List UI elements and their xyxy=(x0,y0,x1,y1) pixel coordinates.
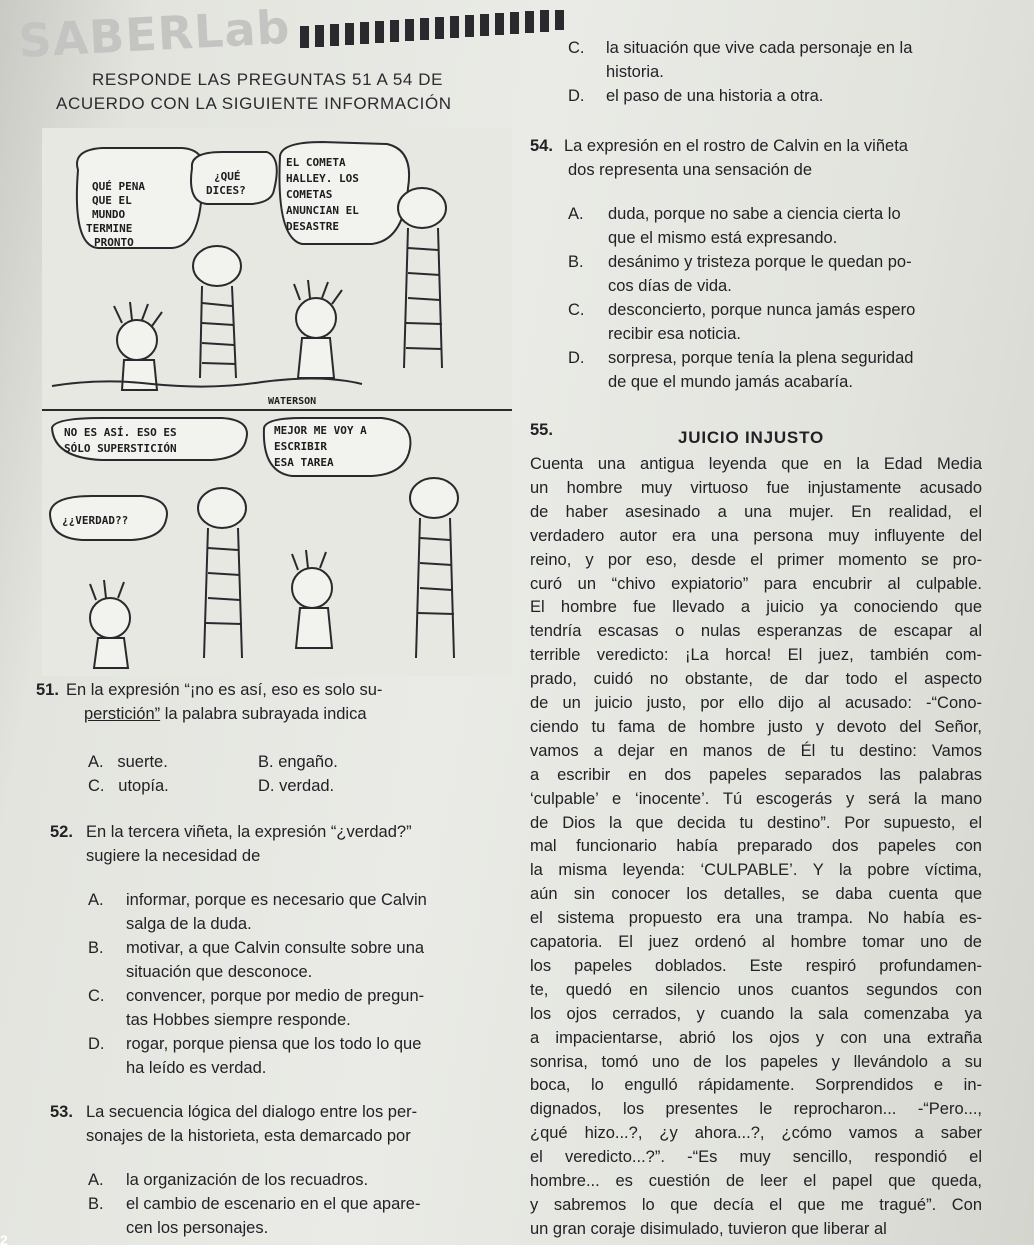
story-line: y sabremos lo que decía el que me tragué”. Con xyxy=(530,1195,982,1214)
q52-option-a-letter[interactable]: A. xyxy=(88,891,104,909)
q54-option-c-line-1[interactable]: desconcierto, porque nunca jamás espero xyxy=(608,301,916,319)
q52-option-b-letter[interactable]: B. xyxy=(88,939,104,957)
q54-stem-line-1: La expresión en el rostro de Calvin en la viñeta xyxy=(564,137,908,155)
story-line: de haber asesinado a una mujer. En realidad, el xyxy=(530,502,982,521)
q52-number: 52. xyxy=(50,823,73,841)
q52-option-c-line-1[interactable]: convencer, porque por medio de pregun- xyxy=(126,987,425,1005)
q51-underlined-word: perstición” xyxy=(84,705,161,723)
comic-strip xyxy=(42,128,512,676)
q54-number: 54. xyxy=(530,137,553,155)
q52-stem-line-2: sugiere la necesidad de xyxy=(86,847,261,865)
q51-option-b[interactable]: B. engaño. xyxy=(258,753,338,771)
comic-text: DICES? xyxy=(206,184,246,197)
q52-option-a-line-2[interactable]: salga de la duda. xyxy=(126,915,252,933)
q52-stem-line-1: En la tercera viñeta, la expresión “¿verdad?” xyxy=(86,823,412,841)
story-line: de un juicio justo, por ello dijo al acusado: -“Cono- xyxy=(530,694,982,712)
q52-option-b-line-2[interactable]: situación que desconoce. xyxy=(126,963,313,981)
q53-option-a-line-1[interactable]: la organización de los recuadros. xyxy=(126,1171,369,1189)
q53-option-c-line-1[interactable]: la situación que vive cada personaje en la xyxy=(606,39,913,57)
q54-option-c-letter[interactable]: C. xyxy=(568,301,585,319)
comic-text: NO ES ASÍ. ESO ES xyxy=(64,426,177,439)
q53-option-d-letter[interactable]: D. xyxy=(568,87,585,105)
comic-text: MUNDO xyxy=(92,208,126,221)
q54-option-c-line-2[interactable]: recibir esa noticia. xyxy=(608,325,741,343)
q54-option-d-letter[interactable]: D. xyxy=(568,349,585,367)
q54-option-b-line-2[interactable]: cos días de vida. xyxy=(608,277,732,295)
q53-option-d-line-1[interactable]: el paso de una historia a otra. xyxy=(606,87,824,105)
story-line: ciendo tu fama de hombre justo y devoto del Señor, xyxy=(530,717,982,736)
story-line: tendría escasas o nulas esperanzas de escapar al xyxy=(530,622,982,641)
comic-text: MEJOR ME VOY A xyxy=(274,424,367,437)
comic-text: ESCRIBIR xyxy=(274,440,327,453)
q51-option-a[interactable]: A. suerte. xyxy=(88,753,168,771)
q53-option-a-letter[interactable]: A. xyxy=(88,1171,104,1189)
comic-text: EL COMETA xyxy=(286,156,346,169)
story-line: un hombre muy virtuoso fue injustamente acusado xyxy=(530,478,982,497)
brand-logo: SABERLab xyxy=(17,0,292,69)
comic-text: QUE EL xyxy=(92,194,132,207)
q53-option-b-line-2[interactable]: cen los personajes. xyxy=(126,1219,269,1237)
story-line: mal funcionario había preparado dos papeles con xyxy=(530,837,982,856)
q53-option-c-line-2[interactable]: historia. xyxy=(606,63,664,81)
story-line: los papeles doblados. Este respiró profundamen- xyxy=(530,956,982,975)
comic-text: QUÉ PENA xyxy=(92,180,145,193)
comic-text: ¿QUÉ xyxy=(214,170,241,183)
q53-stem-line-1: La secuencia lógica del dialogo entre los per- xyxy=(86,1103,418,1121)
q55-number: 55. xyxy=(530,421,553,439)
comic-text: ¿¿VERDAD?? xyxy=(62,514,129,527)
q51-stem-line-2 xyxy=(84,702,367,726)
comic-text: TERMINE xyxy=(86,222,133,235)
story-line: sonrisa, tomó uno de los papeles y llevándolo a su xyxy=(530,1052,982,1071)
story-line: El hombre fue llevado a juicio ya conociendo que xyxy=(530,598,982,617)
q51-stem-rest: la palabra subrayada indica xyxy=(160,705,367,723)
comic-text: SÓLO SUPERSTICIÓN xyxy=(64,442,177,455)
q54-option-b-line-1[interactable]: desánimo y tristeza porque le quedan po- xyxy=(608,253,912,271)
q53-number: 53. xyxy=(50,1103,73,1121)
q54-option-a-line-2[interactable]: que el mismo está expresando. xyxy=(608,229,838,247)
q53-option-b-line-1[interactable]: el cambio de escenario en el que apare- xyxy=(126,1195,421,1213)
story-line: capatoria. El juez ordenó al hombre tomar uno de xyxy=(530,933,982,951)
story-line: a impacientarse, abrió los ojos y con una extraña xyxy=(530,1028,982,1047)
q53-option-b-letter[interactable]: B. xyxy=(88,1195,104,1213)
comic-text: ANUNCIAN EL xyxy=(286,204,359,217)
story-line: dignados, los presentes le reprocharon... -“Pero..., xyxy=(530,1100,982,1119)
q51-option-c[interactable]: C. utopía. xyxy=(88,777,169,795)
story-line: curó un “chivo expiatorio” para encubrir al culpable. xyxy=(530,574,982,593)
q52-option-c-letter[interactable]: C. xyxy=(88,987,105,1005)
story-line: te, quedó en silencio unos cuantos segundos con xyxy=(530,980,982,999)
story-line: a escribir en dos papeles separados las palabras xyxy=(530,765,982,784)
comic-text: DESASTRE xyxy=(286,220,339,233)
comic-text: HALLEY. LOS xyxy=(286,172,359,185)
comic-signature: WATERSON xyxy=(268,396,317,407)
q52-option-c-line-2[interactable]: tas Hobbes siempre responde. xyxy=(126,1011,351,1029)
page-number: 2 xyxy=(0,1232,8,1245)
q54-option-a-letter[interactable]: A. xyxy=(568,205,584,223)
story-line: terrible veredicto: ¡La horca! El juez, también com- xyxy=(530,646,982,665)
story-line: ‘culpable’ e ‘inocente’. Tú escogerás y será la mano xyxy=(530,789,982,808)
comic-text: COMETAS xyxy=(286,188,333,201)
story-line: un gran coraje disimulado, tuvieron que liberar al xyxy=(530,1219,887,1238)
q52-option-d-line-2[interactable]: ha leído es verdad. xyxy=(126,1059,267,1077)
logo-stripes xyxy=(300,2,580,42)
story-line: boca, lo engulló rápidamente. Sorprendidos e in- xyxy=(530,1076,982,1095)
story-line: aún sin conocer los detalles, se daba cuenta que xyxy=(530,885,982,904)
comic-text: PRONTO xyxy=(94,236,134,249)
q52-option-d-line-1[interactable]: rogar, porque piensa que los todo lo que xyxy=(126,1035,422,1053)
story-title: JUICIO INJUSTO xyxy=(678,428,824,447)
story-line: el sistema propuesto era una trampa. No había es- xyxy=(530,909,982,928)
story-line: prado, cuidó no obstante, de dar todo el aspecto xyxy=(530,670,982,689)
q54-option-a-line-1[interactable]: duda, porque no sabe a ciencia cierta lo xyxy=(608,205,901,223)
q54-option-b-letter[interactable]: B. xyxy=(568,253,584,271)
q51-stem-line-1: En la expresión “¡no es así, eso es solo su- xyxy=(66,681,383,699)
story-line: hombre... es cuestión de leer el papel que queda, xyxy=(530,1172,982,1190)
q54-option-d-line-1[interactable]: sorpresa, porque tenía la plena seguridad xyxy=(608,349,914,367)
story-line: Cuenta una antigua leyenda que en la Edad Media xyxy=(530,455,982,473)
q53-option-c-letter[interactable]: C. xyxy=(568,39,585,57)
instructions-line-2: ACUERDO CON LA SIGUIENTE INFORMACIÓN xyxy=(56,94,452,113)
story-line: la misma leyenda: ‘CULPABLE’. Y la pobre víctima, xyxy=(530,861,982,880)
q52-option-a-line-1[interactable]: informar, porque es necesario que Calvin xyxy=(126,891,427,909)
story-line: los ojos cerrados, y cuando la sala comenzaba ya xyxy=(530,1004,982,1023)
q53-stem-line-2: sonajes de la historieta, esta demarcado por xyxy=(86,1127,411,1145)
story-line: de Dios la que decida tu destino”. Por supuesto, el xyxy=(530,813,982,832)
q54-option-d-line-2[interactable]: de que el mundo jamás acabaría. xyxy=(608,373,853,391)
q54-stem-line-2: dos representa una sensación de xyxy=(568,161,813,179)
comic-text: ESA TAREA xyxy=(274,456,334,469)
story-line: verdadero autor era una persona muy influyente del xyxy=(530,526,982,545)
q51-number: 51. xyxy=(36,681,59,699)
instructions-line-1: RESPONDE LAS PREGUNTAS 51 A 54 DE xyxy=(92,70,444,89)
q51-option-d[interactable]: D. verdad. xyxy=(258,777,335,795)
story-line: el veredicto...?”. -“Es muy sencillo, respondió el xyxy=(530,1148,982,1167)
story-line: vamos a dejar en manos de Él tu destino: Vamos xyxy=(530,741,982,760)
q52-option-d-letter[interactable]: D. xyxy=(88,1035,105,1053)
story-line: reino, y por eso, desde el primer momento se pro- xyxy=(530,550,982,569)
q52-option-b-line-1[interactable]: motivar, a que Calvin consulte sobre una xyxy=(126,939,425,957)
story-line: ¿qué hizo...?, ¿y ahora...?, ¿cómo vamos a saber xyxy=(530,1124,982,1143)
